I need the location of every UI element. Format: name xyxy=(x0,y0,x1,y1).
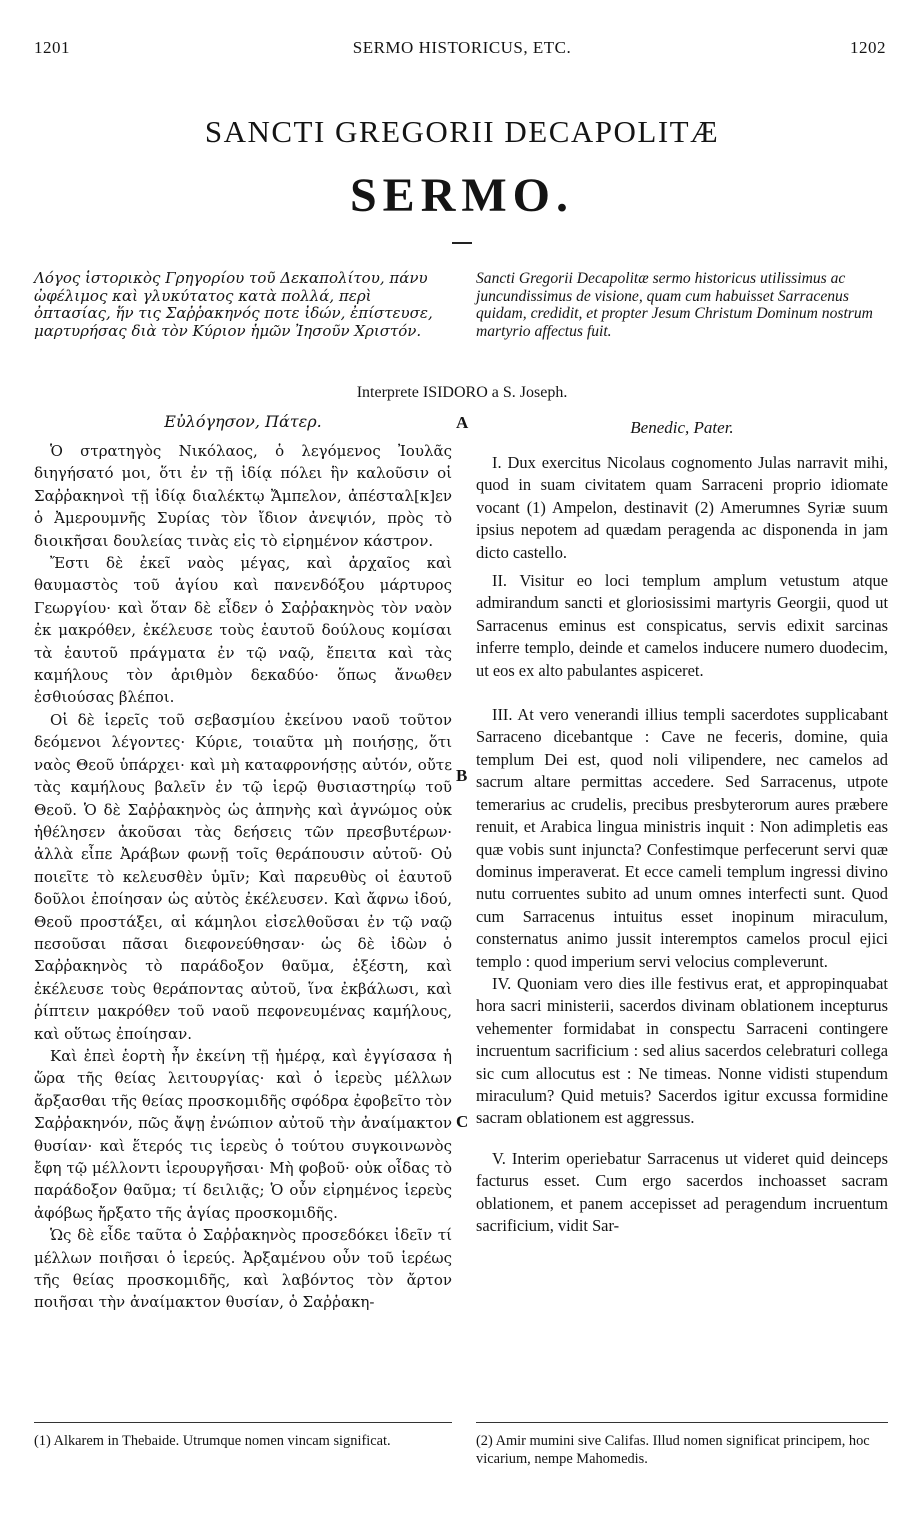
greek-invocation: Εὐλόγησον, Πάτερ. xyxy=(164,412,322,431)
latin-paragraph: V. Interim operiebatur Sarracenus ut videret quid deinceps facturus esset. Cum ergo sacerdos inchoasset sacram oblationem, et panem accepisset ad peragendum incruentum sacrificium, vidit Sar- xyxy=(476,1148,888,1235)
right-page-number: 1202 xyxy=(850,38,886,57)
latin-paragraph: II. Visitur eo loci templum amplum vetustum atque admirandum sancti et gloriosissimi martyris Georgii, quod ut Sarracenus eminus est conspicatus, servis edixit sarcinas inferre templo, deinde et camelos inducere numero duodecim, ut eos ex alto pabulantes aspiceret. xyxy=(476,571,888,680)
running-head xyxy=(0,38,924,62)
title-divider xyxy=(452,242,472,244)
latin-invocation: Benedic, Pater. xyxy=(630,418,734,437)
running-title: SERMO HISTORICUS, ETC. xyxy=(352,38,572,57)
footnote-rule-right xyxy=(476,1422,888,1423)
greek-paragraph: Ὡς δὲ εἶδε ταῦτα ὁ Σαῤῥακηνὸς προσεδόκει ἰδεῖν τί μέλλων ποιῆσαι ὁ ἱερεύς. Ἀρξαμένου οὖν τοῦ ἱερέως τῆς θείας προσκομιδῆς, καὶ λαβόντος τὸν ἄρτον ποιῆσαι τὴν ἀναίμακτον θυσίαν, ὁ Σαῤῥακη- xyxy=(34,1226,452,1312)
interpreter-line: Interprete ISIDORO a S. Joseph. xyxy=(356,384,568,401)
latin-column xyxy=(476,452,888,1237)
margin-marker-a: A xyxy=(456,413,469,432)
greek-summary: Λόγος ἱστορικὸς Γρηγορίου τοῦ Δεκαπολίτου, πάνυ ὠφέλιμος καὶ γλυκύτατος κατὰ πολλά, περὶ ὀπτασίας, ἥν τις Σαῤῥακηνός ποτε ἰδών, ἐπίστευσε, μαρτυρήσας διὰ τὸν Κύριον ἡμῶν Ἰησοῦν Χριστόν. xyxy=(34,269,433,340)
greek-paragraph: Ὁ στρατηγὸς Νικόλαος, ὁ λεγόμενος Ἰουλᾶς διηγήσατό μοι, ὅτι ἐν τῇ ἰδίᾳ πόλει ἣν καλοῦσιν οἱ Σαῤῥακηνοὶ τῇ ἰδίᾳ διαλέκτῳ Ἄμπελον, ἀπέσταλ[κ]εν ὁ Ἀμερουμνῆς Συρίας τὸν ἴδιον ἀνεψιόν, πρὸς τὸ διοικῆσαι δουλείας τινὰς εἰς τὸ εἰρημένον κάστρον. xyxy=(34,442,452,550)
footnote-right: (2) Amir mumini sive Califas. Illud nomen significat principem, hoc vicarium, nempe Mahomedis. xyxy=(476,1433,870,1467)
latin-paragraph: III. At vero venerandi illius templi sacerdotes supplicabant Sarraceno dicebantque : Cave ne feceris, domine, quia templum Dei est, quod noli vilipendere, nec camelos ad sacrum altare permittas accedere. Sed Sarracenus, utpote temerarius ac crudelis, precibus presbyterorum aures præbere renuit, et Arabica lingua ministris inquit : Non adimpletis eas quæ vobis sunt injuncta? Confestimque perfecerunt servi quæ dominus imperaverat. Et ecce cameli templum ingressi divino nutu corruentes subito ad unum omnes interfecti sunt. Quod cum Sarracenus intuitus esset inopinum miraculum, consternatus animo jussit interemptos camelos procul ejici templo : quod imperium servi velocius compleverunt. xyxy=(476,705,888,971)
document-subtitle: SERMO. xyxy=(349,169,574,222)
greek-column xyxy=(34,440,452,1314)
latin-paragraph: I. Dux exercitus Nicolaus cognomento Julas narravit mihi, quod in suam civitatem quam Sarraceni proprio idiomate vocant (1) Ampelon, destinavit (2) Amerumnes Syriæ suum ipsius nepotem ad quædam peragenda ac disponenda in jam dicto castello. xyxy=(476,453,888,562)
left-page-number: 1201 xyxy=(34,38,70,57)
greek-paragraph: Οἱ δὲ ἱερεῖς τοῦ σεβασμίου ἐκείνου ναοῦ τοῦτον δεόμενοι λέγοντες· Κύριε, τοιαῦτα μὴ ποιήσῃς, ὅτι ναὸς Θεοῦ ὑπάρχει· καὶ μὴ καταφρονήσῃς αὐτόν, οὔτε τὰς καμήλους βαλεῖν ἐν τῷ ἱερῷ θυσιαστηρίῳ τοῦ Θεοῦ. Ὁ δὲ Σαῤῥακηνὸς ὡς ἀπηνὴς καὶ ἀγνώμος οὐκ ἠθέλησεν ἀκοῦσαι τὰς δεήσεις τῶν πρεσβυτέρων· ἀλλὰ εἶπε Ἀράβων φωνῇ τοῖς θεράπουσιν αὐτοῦ· Οὐ ποιεῖτε τὸ κελευσθὲν ὑμῖν; Καὶ παρευθὺς οἱ ἑαυτοῦ δοῦλοι ἐποίησαν ὡς αὐτὸς ἐκέλευσεν. Καὶ ἄφνω ἰδού, Θεοῦ προστάξει, αἱ κάμηλοι εἰσελθοῦσαι ἐν τῷ ναῷ πεσοῦσαι πᾶσαι διεφονεύθησαν· ὡς δὲ ἰδὼν ὁ Σαῤῥακηνὸς τὸ παράδοξον θαῦμα, ἐξέστη, καὶ ἐκέλευσε τοὺς θεράποντας αὐτοῦ, ἵνα ἐκβάλωσι, καὶ ῥίπτειν μακρόθεν τοῦ ναοῦ πεφονευμένας καμήλους, καὶ οὕτως ἐποίησαν. xyxy=(34,710,452,1043)
margin-marker-b: B xyxy=(456,766,468,785)
latin-summary: Sancti Gregorii Decapolitæ sermo historicus utilissimus ac juncundissimus de visione, quam cum habuisset Sarracenus quidam, credidit, et propter Jesum Christum Dominum nostrum martyrio affectus fuit. xyxy=(476,270,873,340)
footnote-rule-left xyxy=(34,1422,452,1423)
document-title: SANCTI GREGORII DECAPOLITÆ xyxy=(204,114,720,149)
greek-paragraph: Καὶ ἐπεὶ ἑορτὴ ἦν ἐκείνη τῇ ἡμέρᾳ, καὶ ἐγγίσασα ἡ ὥρα τῆς θείας λειτουργίας· καὶ ὁ ἱερεὺς μέλλων ἄρξασθαι τῆς θείας προσκομιδῆς σφόδρα ἐφοβεῖτο τὸν Σαῤῥακηνόν, πῶς ἄψῃ ἐνώπιον αὐτοῦ τὴν ἀναίμακτον θυσίαν· καὶ ἕτερός τις ἱερεὺς ὁ τούτου συγκοινωνὸς ἔφη τῷ μέλλοντι ἱερουργῆσαι· Μὴ φοβοῦ· οὐκ οἶδας τὸ παράδοξον θαῦμα; τί δειλιᾷς; Ὁ οὖν εἰρημένος ἱερεὺς ἀφόβως ἤρξατο τῆς ἁγίας προσκομιδῆς. xyxy=(34,1046,452,1222)
footnote-left: (1) Alkarem in Thebaide. Utrumque nomen vincam significat. xyxy=(34,1433,391,1449)
margin-marker-c: C xyxy=(456,1112,469,1131)
latin-paragraph: IV. Quoniam vero dies ille festivus erat, et appropinquabat hora sacri ministerii, sacerdos divinam oblationem incepturus vehementer formidabat in conspectu Sarraceni contingere incruentum sacrificium : sed alius sacerdos celebraturi collega sic cum allocutus est : Ne timeas. Nonne vidisti stupendum miraculum? Quid metuis? Sacerdos igitur excussa formidine sacram oblationem est aggressus. xyxy=(476,973,888,1128)
greek-paragraph: Ἔστι δὲ ἐκεῖ ναὸς μέγας, καὶ ἀρχαῖος καὶ θαυμαστὸς τοῦ ἁγίου καὶ πανενδόξου μάρτυρος Γεωργίου· καὶ ὅταν δὲ εἶδεν ὁ Σαῤῥακηνὸς τὸν ναὸν ἐκ μακρόθεν, ἐκέλευσε τοὺς ἑαυτοῦ δούλους κομίσαι τὰ ἑαυτοῦ πράγματα ἐν τῷ ναῷ, ἔπειτα καὶ τὰς καμήλους τὸν ἀριθμὸν δεκαδύο· ὅπως ἄνωθεν ἐσθιούσας βλέποι. xyxy=(34,554,452,707)
